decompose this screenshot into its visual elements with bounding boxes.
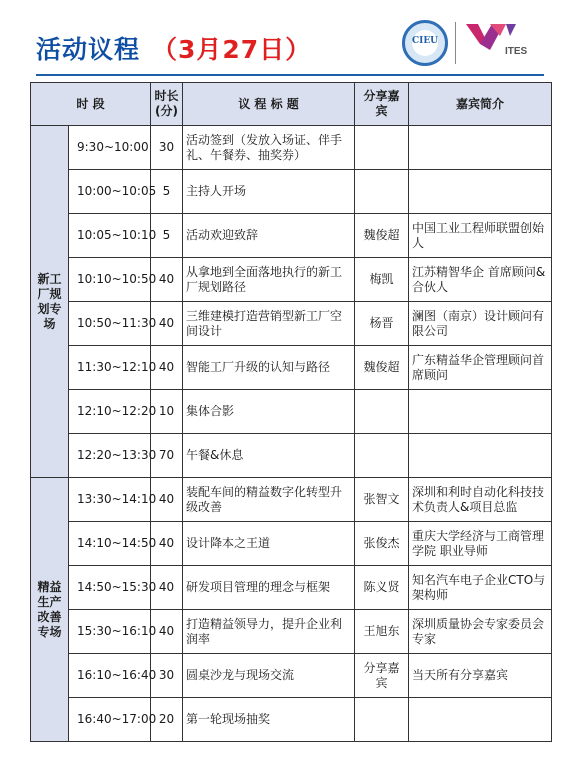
speaker-cell: 魏俊超 (355, 346, 409, 390)
topic-cell: 智能工厂升级的认知与路径 (183, 346, 355, 390)
topic-cell: 集体合影 (183, 390, 355, 434)
time-cell: 12:10~12:20 (69, 390, 151, 434)
topic-cell: 从拿地到全面落地执行的新工厂规划路径 (183, 258, 355, 302)
agenda-row (31, 126, 552, 170)
speaker-cell (355, 698, 409, 742)
duration-cell: 40 (151, 302, 183, 346)
time-cell: 12:20~13:30 (69, 434, 151, 478)
duration-cell: 40 (151, 566, 183, 610)
topic-cell: 设计降本之王道 (183, 522, 355, 566)
speaker-cell: 陈义贤 (355, 566, 409, 610)
time-cell: 16:10~16:40 (69, 654, 151, 698)
intro-cell: 江苏精智华企 首席顾问&合伙人 (409, 258, 552, 302)
agenda-table (30, 82, 552, 742)
speaker-cell (355, 434, 409, 478)
intro-cell: 重庆大学经济与工商管理学院 职业导师 (409, 522, 552, 566)
page-header (0, 0, 580, 70)
time-cell: 9:30~10:00 (69, 126, 151, 170)
topic-cell: 打造精益领导力，提升企业利润率 (183, 610, 355, 654)
agenda-row (31, 522, 552, 566)
duration-cell: 30 (151, 654, 183, 698)
agenda-row (31, 654, 552, 698)
duration-cell: 70 (151, 434, 183, 478)
duration-cell: 30 (151, 126, 183, 170)
speaker-cell: 王旭东 (355, 610, 409, 654)
topic-cell: 第一轮现场抽奖 (183, 698, 355, 742)
agenda-row (31, 610, 552, 654)
duration-cell: 40 (151, 346, 183, 390)
header-row (31, 83, 552, 126)
topic-cell: 活动签到（发放入场证、伴手礼、午餐券、抽奖券） (183, 126, 355, 170)
time-cell: 11:30~12:10 (69, 346, 151, 390)
intro-cell (409, 698, 552, 742)
duration-cell: 40 (151, 258, 183, 302)
header-rule (36, 74, 544, 76)
logo-divider (455, 22, 456, 64)
topic-cell: 圆桌沙龙与现场交流 (183, 654, 355, 698)
duration-cell: 5 (151, 170, 183, 214)
col-header-speaker: 分享嘉宾 (355, 83, 409, 126)
col-header-time: 时 段 (31, 83, 151, 126)
time-cell: 10:05~10:10 (69, 214, 151, 258)
page-title (36, 30, 311, 66)
topic-cell: 午餐&休息 (183, 434, 355, 478)
agenda-row (31, 566, 552, 610)
time-cell: 14:10~14:50 (69, 522, 151, 566)
agenda-row (31, 170, 552, 214)
time-cell: 16:40~17:00 (69, 698, 151, 742)
intro-cell: 澜图（南京）设计顾问有限公司 (409, 302, 552, 346)
time-cell: 13:30~14:10 (69, 478, 151, 522)
col-header-intro: 嘉宾简介 (409, 83, 552, 126)
col-header-duration: 时长 (分) (151, 83, 183, 126)
ites-logo-text: ITES (505, 46, 528, 57)
cieu-logo-text: CIEU (411, 36, 439, 46)
time-cell: 10:50~11:30 (69, 302, 151, 346)
agenda-row (31, 214, 552, 258)
speaker-cell: 魏俊超 (355, 214, 409, 258)
intro-cell: 知名汽车电子企业CTO与架构师 (409, 566, 552, 610)
agenda-row (31, 302, 552, 346)
topic-cell: 装配车间的精益数字化转型升级改善 (183, 478, 355, 522)
agenda-row (31, 346, 552, 390)
intro-cell (409, 390, 552, 434)
topic-cell: 活动欢迎致辞 (183, 214, 355, 258)
col-header-topic: 议 程 标 题 (183, 83, 355, 126)
agenda-row (31, 258, 552, 302)
agenda-row (31, 390, 552, 434)
cieu-logo (402, 20, 448, 66)
speaker-cell (355, 126, 409, 170)
speaker-cell: 张智文 (355, 478, 409, 522)
intro-cell (409, 126, 552, 170)
speaker-cell: 杨晋 (355, 302, 409, 346)
track-label: 新工厂规划专场 (31, 126, 69, 478)
time-cell: 14:50~15:30 (69, 566, 151, 610)
speaker-cell (355, 170, 409, 214)
topic-cell: 研发项目管理的理念与框架 (183, 566, 355, 610)
duration-cell: 10 (151, 390, 183, 434)
intro-cell: 广东精益华企管理顾问首席顾问 (409, 346, 552, 390)
speaker-cell: 梅凯 (355, 258, 409, 302)
speaker-cell: 张俊杰 (355, 522, 409, 566)
track-label: 精益生产改善专场 (31, 478, 69, 742)
intro-cell: 当天所有分享嘉宾 (409, 654, 552, 698)
title-date: （3月27日） (152, 35, 312, 64)
intro-cell: 中国工业工程师联盟创始人 (409, 214, 552, 258)
intro-cell: 深圳和利时自动化科技技术负责人&项目总监 (409, 478, 552, 522)
intro-cell (409, 170, 552, 214)
agenda-row (31, 478, 552, 522)
speaker-cell: 分享嘉宾 (355, 654, 409, 698)
duration-cell: 20 (151, 698, 183, 742)
agenda-row (31, 434, 552, 478)
time-cell: 10:00~10:05 (69, 170, 151, 214)
title-text: 活动议程 (36, 35, 141, 64)
agenda-body (31, 126, 552, 742)
duration-cell: 40 (151, 522, 183, 566)
time-cell: 10:10~10:50 (69, 258, 151, 302)
agenda-row (31, 698, 552, 742)
topic-cell: 主持人开场 (183, 170, 355, 214)
time-cell: 15:30~16:10 (69, 610, 151, 654)
duration-cell: 5 (151, 214, 183, 258)
duration-cell: 40 (151, 478, 183, 522)
topic-cell: 三维建模打造营销型新工厂空间设计 (183, 302, 355, 346)
intro-cell: 深圳质量协会专家委员会专家 (409, 610, 552, 654)
speaker-cell (355, 390, 409, 434)
intro-cell (409, 434, 552, 478)
duration-cell: 40 (151, 610, 183, 654)
